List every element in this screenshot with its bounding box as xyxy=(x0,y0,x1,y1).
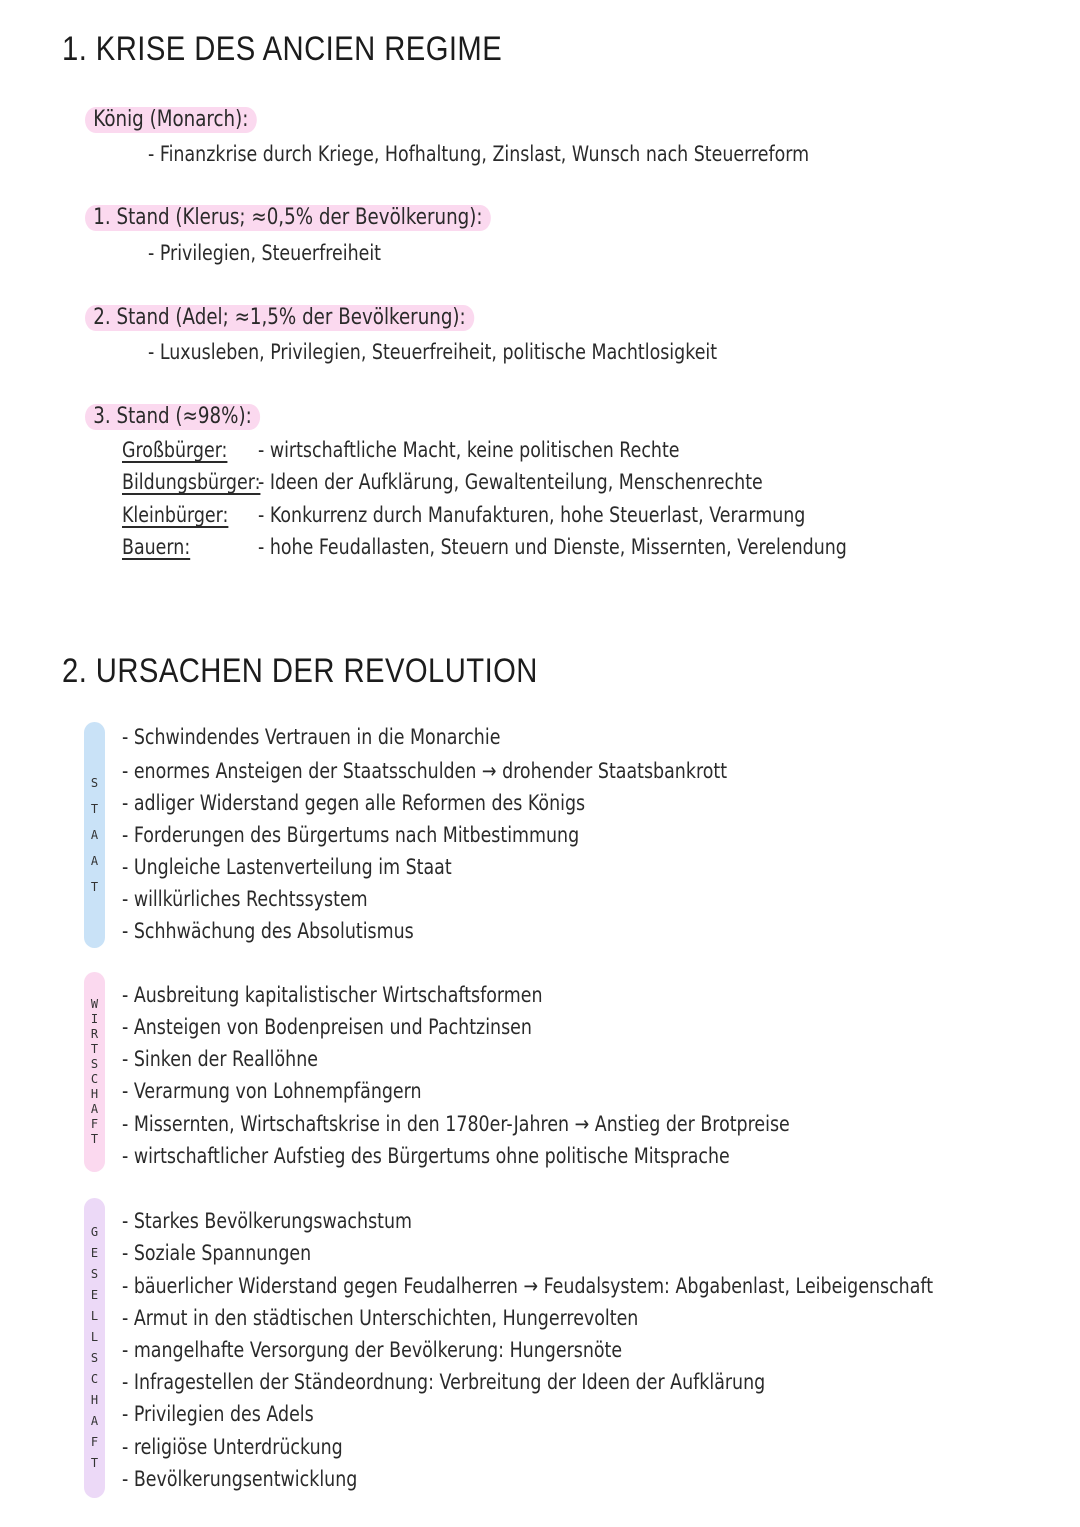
wirtschaft-letter: T xyxy=(90,1132,99,1146)
wirtschaft-item: - Verarmung von Lohnempfängern xyxy=(122,1079,422,1103)
section2-heading: 2. URSACHEN DER REVOLUTION xyxy=(62,652,538,690)
gesellschaft-letter: E xyxy=(90,1288,99,1302)
wirtschaft-letter: I xyxy=(90,1012,99,1026)
wirtschaft-letter: R xyxy=(90,1027,99,1041)
staat-item: - Ungleiche Lastenverteilung im Staat xyxy=(122,855,452,879)
gesellschaft-item: - Infragestellen der Ständeordnung: Verbreitung der Ideen der Aufklärung xyxy=(122,1370,766,1394)
staat-letter: A xyxy=(90,854,99,868)
stand3-text-bauern: - hohe Feudallasten, Steuern und Dienste, Missernten, Verelendung xyxy=(258,535,847,559)
gesellschaft-letter: L xyxy=(90,1309,99,1323)
gesellschaft-letter: L xyxy=(90,1330,99,1344)
staat-item: - Forderungen des Bürgertums nach Mitbestimmung xyxy=(122,823,580,847)
gesellschaft-item: - Armut in den städtischen Unterschichten, Hungerrevolten xyxy=(122,1306,639,1330)
staat-item: - Schwindendes Vertrauen in die Monarchie xyxy=(122,725,501,749)
gesellschaft-letter: C xyxy=(90,1372,99,1386)
gesellschaft-letter: S xyxy=(90,1351,99,1365)
gesellschaft-letter: H xyxy=(90,1393,99,1407)
wirtschaft-letter: A xyxy=(90,1102,99,1116)
gesellschaft-letter: E xyxy=(90,1246,99,1260)
gesellschaft-letter: T xyxy=(90,1456,99,1470)
stand2-text: - Luxusleben, Privilegien, Steuerfreiheit, politische Machtlosigkeit xyxy=(148,340,718,364)
staat-letter: T xyxy=(90,802,99,816)
wirtschaft-letter: S xyxy=(90,1057,99,1071)
gesellschaft-item: - Soziale Spannungen xyxy=(122,1241,312,1265)
stand3-label-bildungsbuerger: Bildungsbürger: xyxy=(122,470,261,494)
wirtschaft-letter: T xyxy=(90,1042,99,1056)
gesellschaft-item: - mangelhafte Versorgung der Bevölkerung: Hungersnöte xyxy=(122,1338,623,1362)
staat-letter: S xyxy=(90,776,99,790)
staat-item: - adliger Widerstand gegen alle Reformen des Königs xyxy=(122,791,586,815)
wirtschaft-letter: H xyxy=(90,1087,99,1101)
wirtschaft-item: - wirtschaftlicher Aufstieg des Bürgertums ohne politische Mitsprache xyxy=(122,1144,730,1168)
wirtschaft-item: - Missernten, Wirtschaftskrise in den 1780er-Jahren → Anstieg der Brotpreise xyxy=(122,1112,790,1136)
gesellschaft-item: - bäuerlicher Widerstand gegen Feudalherren → Feudalsystem: Abgabenlast, Leibeigenschaft xyxy=(122,1274,934,1298)
koenig-title: König (Monarch): xyxy=(85,107,257,133)
section1-heading: 1. KRISE DES ANCIEN REGIME xyxy=(62,30,503,68)
gesellschaft-item: - religiöse Unterdrückung xyxy=(122,1435,343,1459)
wirtschaft-item: - Sinken der Reallöhne xyxy=(122,1047,318,1071)
stand3-label-grossbuerger: Großbürger: xyxy=(122,438,228,462)
koenig-text: - Finanzkrise durch Kriege, Hofhaltung, Zinslast, Wunsch nach Steuerreform xyxy=(148,142,810,166)
stand3-text-bildungsbuerger: - Ideen der Aufklärung, Gewaltenteilung, Menschenrechte xyxy=(258,470,763,494)
staat-letter: A xyxy=(90,828,99,842)
staat-item: - willkürliches Rechtssystem xyxy=(122,887,368,911)
stand3-text-grossbuerger: - wirtschaftliche Macht, keine politischen Rechte xyxy=(258,438,680,462)
gesellschaft-label-bar xyxy=(84,1198,105,1498)
staat-label-bar xyxy=(84,722,105,948)
stand3-text-kleinbuerger: - Konkurrenz durch Manufakturen, hohe Steuerlast, Verarmung xyxy=(258,503,806,527)
wirtschaft-item: - Ansteigen von Bodenpreisen und Pachtzinsen xyxy=(122,1015,532,1039)
gesellschaft-letter: S xyxy=(90,1267,99,1281)
gesellschaft-item: - Privilegien des Adels xyxy=(122,1402,314,1426)
stand1-title: 1. Stand (Klerus; ≈0,5% der Bevölkerung): xyxy=(85,205,491,231)
wirtschaft-label-bar xyxy=(84,972,105,1172)
stand3-label-bauern: Bauern: xyxy=(122,535,191,559)
staat-letter: T xyxy=(90,880,99,894)
wirtschaft-item: - Ausbreitung kapitalistischer Wirtschaftsformen xyxy=(122,983,543,1007)
gesellschaft-letter: G xyxy=(90,1225,99,1239)
wirtschaft-letter: W xyxy=(90,997,99,1011)
stand2-title: 2. Stand (Adel; ≈1,5% der Bevölkerung): xyxy=(85,305,474,331)
wirtschaft-letter: F xyxy=(90,1117,99,1131)
stand1-text: - Privilegien, Steuerfreiheit xyxy=(148,241,382,265)
gesellschaft-letter: A xyxy=(90,1414,99,1428)
staat-item: - Schhwächung des Absolutismus xyxy=(122,919,414,943)
stand3-label-kleinbuerger: Kleinbürger: xyxy=(122,503,229,527)
stand3-title: 3. Stand (≈98%): xyxy=(85,404,260,430)
gesellschaft-item: - Starkes Bevölkerungswachstum xyxy=(122,1209,413,1233)
staat-item: - enormes Ansteigen der Staatsschulden → drohender Staatsbankrott xyxy=(122,759,728,783)
gesellschaft-letter: F xyxy=(90,1435,99,1449)
gesellschaft-item: - Bevölkerungsentwicklung xyxy=(122,1467,358,1491)
wirtschaft-letter: C xyxy=(90,1072,99,1086)
